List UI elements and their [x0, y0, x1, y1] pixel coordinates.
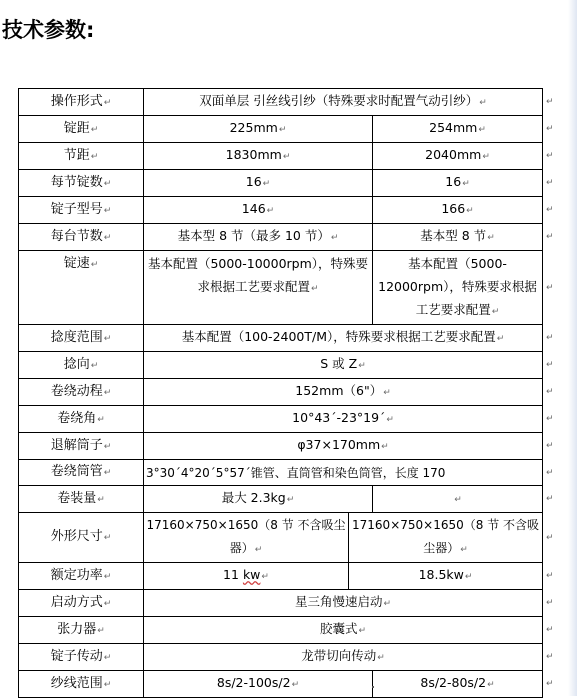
row-end-mark: ↵ — [546, 151, 554, 161]
row-end-mark: ↵ — [546, 414, 554, 424]
row-label: 捻度范围↵ — [19, 325, 144, 352]
value-model-b: 基本配置（5000-12000rpm），特殊要求根据工艺要求配置↵ — [373, 251, 543, 325]
value-model-b: ↵ — [373, 486, 543, 513]
table-row — [19, 251, 543, 325]
row-label: 每台节数↵ — [19, 224, 144, 251]
value-model-a: 225mm↵ — [144, 116, 373, 143]
page-edge-shadow — [568, 0, 577, 696]
value-model-a: 17160×750×1650（8 节 不含吸尘器）↵ — [144, 513, 349, 563]
row-end-mark: ↵ — [546, 124, 554, 134]
row-value: 胶囊式↵ — [144, 617, 543, 644]
value-model-b: 基本型 8 节↵ — [373, 224, 543, 251]
row-end-mark: ↵ — [546, 205, 554, 215]
value-model-a: 基本型 8 节（最多 10 节）↵ — [144, 224, 373, 251]
value-model-a: 146↵ — [144, 197, 373, 224]
table-row — [19, 325, 543, 352]
row-label: 卷装量↵ — [19, 486, 144, 513]
table-row — [19, 116, 543, 143]
value-model-a: 11 kw↵ — [144, 563, 349, 590]
row-value: 10°43´-23°19´↵ — [144, 406, 543, 433]
row-end-mark: ↵ — [546, 333, 554, 343]
row-label: 锭距↵ — [19, 116, 144, 143]
value-model-b: 8s/2-80s/2↵ — [373, 671, 543, 698]
row-end-mark: ↵ — [546, 178, 554, 188]
table-row — [19, 197, 543, 224]
row-label: 卷绕动程↵ — [19, 379, 144, 406]
table-row — [19, 644, 543, 671]
row-label: 每节锭数↵ — [19, 170, 144, 197]
row-label: 额定功率↵ — [19, 563, 144, 590]
value-model-b: 16↵ — [373, 170, 543, 197]
row-label: 启动方式↵ — [19, 590, 144, 617]
table-row — [19, 563, 543, 590]
value-model-b: 18.5kw↵ — [349, 563, 543, 590]
row-label: 锭子传动↵ — [19, 644, 144, 671]
table-row — [19, 170, 543, 197]
table-row — [19, 617, 543, 644]
table-row — [19, 590, 543, 617]
table-row — [19, 433, 543, 460]
stray-dot — [372, 686, 374, 688]
value-model-b: 254mm↵ — [373, 116, 543, 143]
row-value: 基本配置（100-2400T/M），特殊要求根据工艺要求配置↵ — [144, 325, 543, 352]
row-value: 双面单层 引丝线引纱（特殊要求时配置气动引纱）↵ — [144, 89, 543, 116]
value-model-a: 16↵ — [144, 170, 373, 197]
table-row — [19, 143, 543, 170]
value-model-b: 17160×750×1650（8 节 不含吸尘器）↵ — [349, 513, 543, 563]
row-value: φ37×170mm↵ — [144, 433, 543, 460]
value-model-b: 166↵ — [373, 197, 543, 224]
row-value: 152mm（6"）↵ — [144, 379, 543, 406]
table-row — [19, 513, 543, 563]
value-model-b: 2040mm↵ — [373, 143, 543, 170]
row-end-mark: ↵ — [546, 467, 554, 478]
value-model-a: 8s/2-100s/2↵ — [144, 671, 373, 698]
row-end-mark: ↵ — [546, 360, 554, 370]
row-label: 纱线范围↵ — [19, 671, 144, 698]
row-end-mark: ↵ — [546, 387, 554, 397]
row-end-mark: ↵ — [546, 232, 554, 242]
table-row — [19, 352, 543, 379]
row-label: 锭速↵ — [19, 251, 144, 325]
row-value: 星三角慢速启动↵ — [144, 590, 543, 617]
row-value: 龙带切向传动↵ — [144, 644, 543, 671]
table-row — [19, 460, 543, 486]
row-end-mark: ↵ — [546, 441, 554, 451]
table-row — [19, 486, 543, 513]
row-value: S 或 Z↵ — [144, 352, 543, 379]
value-model-a: 最大 2.3kg↵ — [144, 486, 373, 513]
row-label: 卷绕角↵ — [19, 406, 144, 433]
table-row — [19, 406, 543, 433]
row-end-mark: ↵ — [546, 679, 554, 689]
spec-table — [18, 88, 543, 698]
value-model-a: 基本配置（5000-10000rpm），特殊要求根据工艺要求配置↵ — [144, 251, 373, 325]
page-heading: 技术参数: — [2, 18, 95, 42]
row-end-mark: ↵ — [546, 532, 554, 543]
table-row — [19, 671, 543, 698]
row-label: 锭子型号↵ — [19, 197, 144, 224]
row-label: 外形尺寸↵ — [19, 513, 144, 563]
row-value: 3°30´4°20´5°57´锥管、直筒管和染色筒管，长度 170 — [144, 460, 543, 486]
table-row — [19, 379, 543, 406]
row-end-mark: ↵ — [546, 97, 554, 107]
row-label: 捻向↵ — [19, 352, 144, 379]
row-end-mark: ↵ — [546, 625, 554, 635]
row-end-mark: ↵ — [546, 494, 554, 504]
table-row — [19, 224, 543, 251]
table-row — [19, 89, 543, 116]
row-label: 操作形式↵ — [19, 89, 144, 116]
row-end-mark: ↵ — [546, 598, 554, 608]
row-label: 退解筒子↵ — [19, 433, 144, 460]
row-label: 张力器↵ — [19, 617, 144, 644]
value-model-a: 1830mm↵ — [144, 143, 373, 170]
row-label: 节距↵ — [19, 143, 144, 170]
row-end-mark: ↵ — [546, 652, 554, 662]
row-label: 卷绕筒管↵ — [19, 460, 144, 486]
row-end-mark: ↵ — [546, 282, 554, 293]
row-end-mark: ↵ — [546, 571, 554, 581]
